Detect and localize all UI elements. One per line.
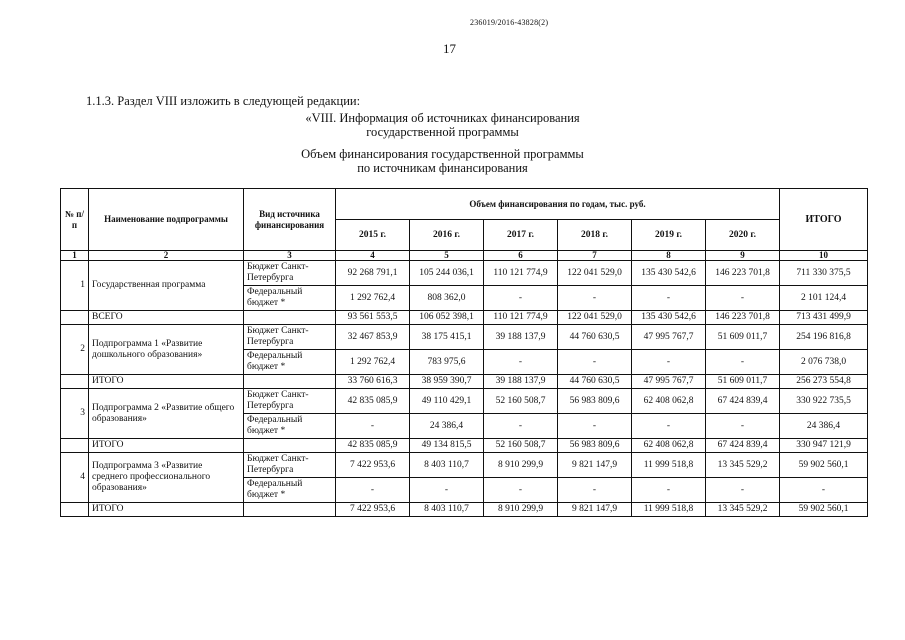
program-name: Подпрограмма 2 «Развитие общего образования» — [89, 389, 244, 439]
funding-source: Федеральный бюджет * — [244, 414, 336, 439]
amount-cell: - — [558, 478, 632, 503]
amount-cell: 92 268 791,1 — [336, 261, 410, 286]
total-source-blank — [244, 311, 336, 325]
amount-cell: - — [706, 350, 780, 375]
total-amount-cell: 51 609 011,7 — [706, 375, 780, 389]
program-name: Подпрограмма 3 «Развитие среднего профессионального образования» — [89, 453, 244, 503]
total-amount-cell: 38 959 390,7 — [410, 375, 484, 389]
amount-cell: 38 175 415,1 — [410, 325, 484, 350]
total-amount-cell: 47 995 767,7 — [632, 375, 706, 389]
total-label: ИТОГО — [89, 503, 244, 517]
header-num: № п/п — [61, 189, 89, 251]
amount-cell: 32 467 853,9 — [336, 325, 410, 350]
intro-paragraph: 1.1.3. Раздел VIII изложить в следующей редакции: — [86, 94, 361, 108]
funding-source: Федеральный бюджет * — [244, 350, 336, 375]
amount-cell: 42 835 085,9 — [336, 389, 410, 414]
total-spacer — [61, 439, 89, 453]
amount-cell: 146 223 701,8 — [706, 261, 780, 286]
amount-cell: - — [558, 414, 632, 439]
total-amount-cell: 42 835 085,9 — [336, 439, 410, 453]
amount-cell: - — [780, 478, 868, 503]
table-caption-line-1: Объем финансирования государственной программы — [301, 147, 584, 161]
total-source-blank — [244, 503, 336, 517]
header-year: 2020 г. — [706, 220, 780, 251]
amount-cell: 105 244 036,1 — [410, 261, 484, 286]
amount-cell: 44 760 630,5 — [558, 325, 632, 350]
column-number: 6 — [484, 251, 558, 261]
program-name: Подпрограмма 1 «Развитие дошкольного образования» — [89, 325, 244, 375]
amount-cell: 110 121 774,9 — [484, 261, 558, 286]
table-row — [61, 453, 868, 478]
total-label: ИТОГО — [89, 375, 244, 389]
amount-cell: 56 983 809,6 — [558, 389, 632, 414]
amount-cell: - — [484, 478, 558, 503]
financing-table — [60, 188, 868, 517]
amount-cell: - — [632, 478, 706, 503]
total-amount-cell: 8 910 299,9 — [484, 503, 558, 517]
amount-cell: - — [632, 414, 706, 439]
header-year: 2017 г. — [484, 220, 558, 251]
amount-cell: - — [410, 478, 484, 503]
section-title-line-2: государственной программы — [366, 125, 519, 139]
total-amount-cell: 62 408 062,8 — [632, 439, 706, 453]
header-year: 2015 г. — [336, 220, 410, 251]
column-number: 9 — [706, 251, 780, 261]
total-row — [61, 311, 868, 325]
total-source-blank — [244, 439, 336, 453]
amount-cell: 7 422 953,6 — [336, 453, 410, 478]
total-amount-cell: 56 983 809,6 — [558, 439, 632, 453]
column-number: 7 — [558, 251, 632, 261]
amount-cell: 135 430 542,6 — [632, 261, 706, 286]
header-years-group: Объем финансирования по годам, тыс. руб. — [336, 189, 780, 220]
amount-cell: 47 995 767,7 — [632, 325, 706, 350]
funding-source: Бюджет Санкт-Петербурга — [244, 389, 336, 414]
amount-cell: 330 922 735,5 — [780, 389, 868, 414]
total-amount-cell: 7 422 953,6 — [336, 503, 410, 517]
amount-cell: 2 101 124,4 — [780, 286, 868, 311]
amount-cell: 11 999 518,8 — [632, 453, 706, 478]
amount-cell: - — [336, 478, 410, 503]
column-number: 4 — [336, 251, 410, 261]
section-title-line-1: «VIII. Информация об источниках финансирования — [305, 111, 580, 125]
total-amount-cell: 33 760 616,3 — [336, 375, 410, 389]
table-row — [61, 325, 868, 350]
total-amount-cell: 59 902 560,1 — [780, 503, 868, 517]
table-body — [61, 261, 868, 517]
amount-cell: - — [632, 350, 706, 375]
total-label: ИТОГО — [89, 439, 244, 453]
amount-cell: 67 424 839,4 — [706, 389, 780, 414]
column-numbers-row — [61, 251, 868, 261]
amount-cell: - — [484, 414, 558, 439]
amount-cell: 24 386,4 — [410, 414, 484, 439]
amount-cell: 9 821 147,9 — [558, 453, 632, 478]
amount-cell: 59 902 560,1 — [780, 453, 868, 478]
total-amount-cell: 330 947 121,9 — [780, 439, 868, 453]
amount-cell: 783 975,6 — [410, 350, 484, 375]
amount-cell: 8 403 110,7 — [410, 453, 484, 478]
header-year: 2019 г. — [632, 220, 706, 251]
column-number: 2 — [89, 251, 244, 261]
amount-cell: - — [706, 286, 780, 311]
amount-cell: 52 160 508,7 — [484, 389, 558, 414]
amount-cell: 49 110 429,1 — [410, 389, 484, 414]
amount-cell: - — [706, 414, 780, 439]
amount-cell: - — [632, 286, 706, 311]
total-amount-cell: 146 223 701,8 — [706, 311, 780, 325]
total-amount-cell: 110 121 774,9 — [484, 311, 558, 325]
total-row — [61, 503, 868, 517]
header-source: Вид источника финансирования — [244, 189, 336, 251]
header-row — [61, 189, 868, 220]
amount-cell: 122 041 529,0 — [558, 261, 632, 286]
table-row — [61, 261, 868, 286]
amount-cell: - — [558, 286, 632, 311]
amount-cell: 808 362,0 — [410, 286, 484, 311]
row-number: 2 — [61, 325, 89, 375]
column-number: 10 — [780, 251, 868, 261]
amount-cell: - — [706, 478, 780, 503]
amount-cell: 254 196 816,8 — [780, 325, 868, 350]
total-spacer — [61, 311, 89, 325]
program-name: Государственная программа — [89, 261, 244, 311]
total-amount-cell: 39 188 137,9 — [484, 375, 558, 389]
total-amount-cell: 122 041 529,0 — [558, 311, 632, 325]
column-number: 5 — [410, 251, 484, 261]
amount-cell: 2 076 738,0 — [780, 350, 868, 375]
funding-source: Бюджет Санкт-Петербурга — [244, 453, 336, 478]
funding-source: Бюджет Санкт-Петербурга — [244, 325, 336, 350]
header-year: 2016 г. — [410, 220, 484, 251]
column-number: 8 — [632, 251, 706, 261]
amount-cell: - — [558, 350, 632, 375]
total-source-blank — [244, 375, 336, 389]
table-row — [61, 389, 868, 414]
funding-source: Федеральный бюджет * — [244, 478, 336, 503]
total-label: ВСЕГО — [89, 311, 244, 325]
amount-cell: - — [484, 286, 558, 311]
header-year: 2018 г. — [558, 220, 632, 251]
total-row — [61, 375, 868, 389]
section-title — [60, 111, 825, 139]
document-code: 236019/2016-43828(2) — [470, 18, 549, 27]
row-number: 3 — [61, 389, 89, 439]
total-amount-cell: 256 273 554,8 — [780, 375, 868, 389]
total-amount-cell: 67 424 839,4 — [706, 439, 780, 453]
amount-cell: - — [336, 414, 410, 439]
funding-source: Бюджет Санкт-Петербурга — [244, 261, 336, 286]
amount-cell: 39 188 137,9 — [484, 325, 558, 350]
total-amount-cell: 93 561 553,5 — [336, 311, 410, 325]
total-amount-cell: 135 430 542,6 — [632, 311, 706, 325]
column-number: 1 — [61, 251, 89, 261]
total-amount-cell: 11 999 518,8 — [632, 503, 706, 517]
table-caption — [60, 147, 825, 175]
total-amount-cell: 106 052 398,1 — [410, 311, 484, 325]
amount-cell: 51 609 011,7 — [706, 325, 780, 350]
amount-cell: - — [484, 350, 558, 375]
page-number: 17 — [443, 41, 456, 56]
column-number: 3 — [244, 251, 336, 261]
total-row — [61, 439, 868, 453]
amount-cell: 711 330 375,5 — [780, 261, 868, 286]
total-amount-cell: 713 431 499,9 — [780, 311, 868, 325]
total-amount-cell: 49 134 815,5 — [410, 439, 484, 453]
total-amount-cell: 52 160 508,7 — [484, 439, 558, 453]
total-spacer — [61, 375, 89, 389]
amount-cell: 1 292 762,4 — [336, 286, 410, 311]
amount-cell: 62 408 062,8 — [632, 389, 706, 414]
row-number: 4 — [61, 453, 89, 503]
amount-cell: 1 292 762,4 — [336, 350, 410, 375]
total-amount-cell: 13 345 529,2 — [706, 503, 780, 517]
table-caption-line-2: по источникам финансирования — [357, 161, 528, 175]
total-amount-cell: 8 403 110,7 — [410, 503, 484, 517]
total-amount-cell: 44 760 630,5 — [558, 375, 632, 389]
amount-cell: 13 345 529,2 — [706, 453, 780, 478]
total-spacer — [61, 503, 89, 517]
amount-cell: 24 386,4 — [780, 414, 868, 439]
funding-source: Федеральный бюджет * — [244, 286, 336, 311]
amount-cell: 8 910 299,9 — [484, 453, 558, 478]
row-number: 1 — [61, 261, 89, 311]
header-total: ИТОГО — [780, 189, 868, 251]
header-name: Наименование подпрограммы — [89, 189, 244, 251]
total-amount-cell: 9 821 147,9 — [558, 503, 632, 517]
